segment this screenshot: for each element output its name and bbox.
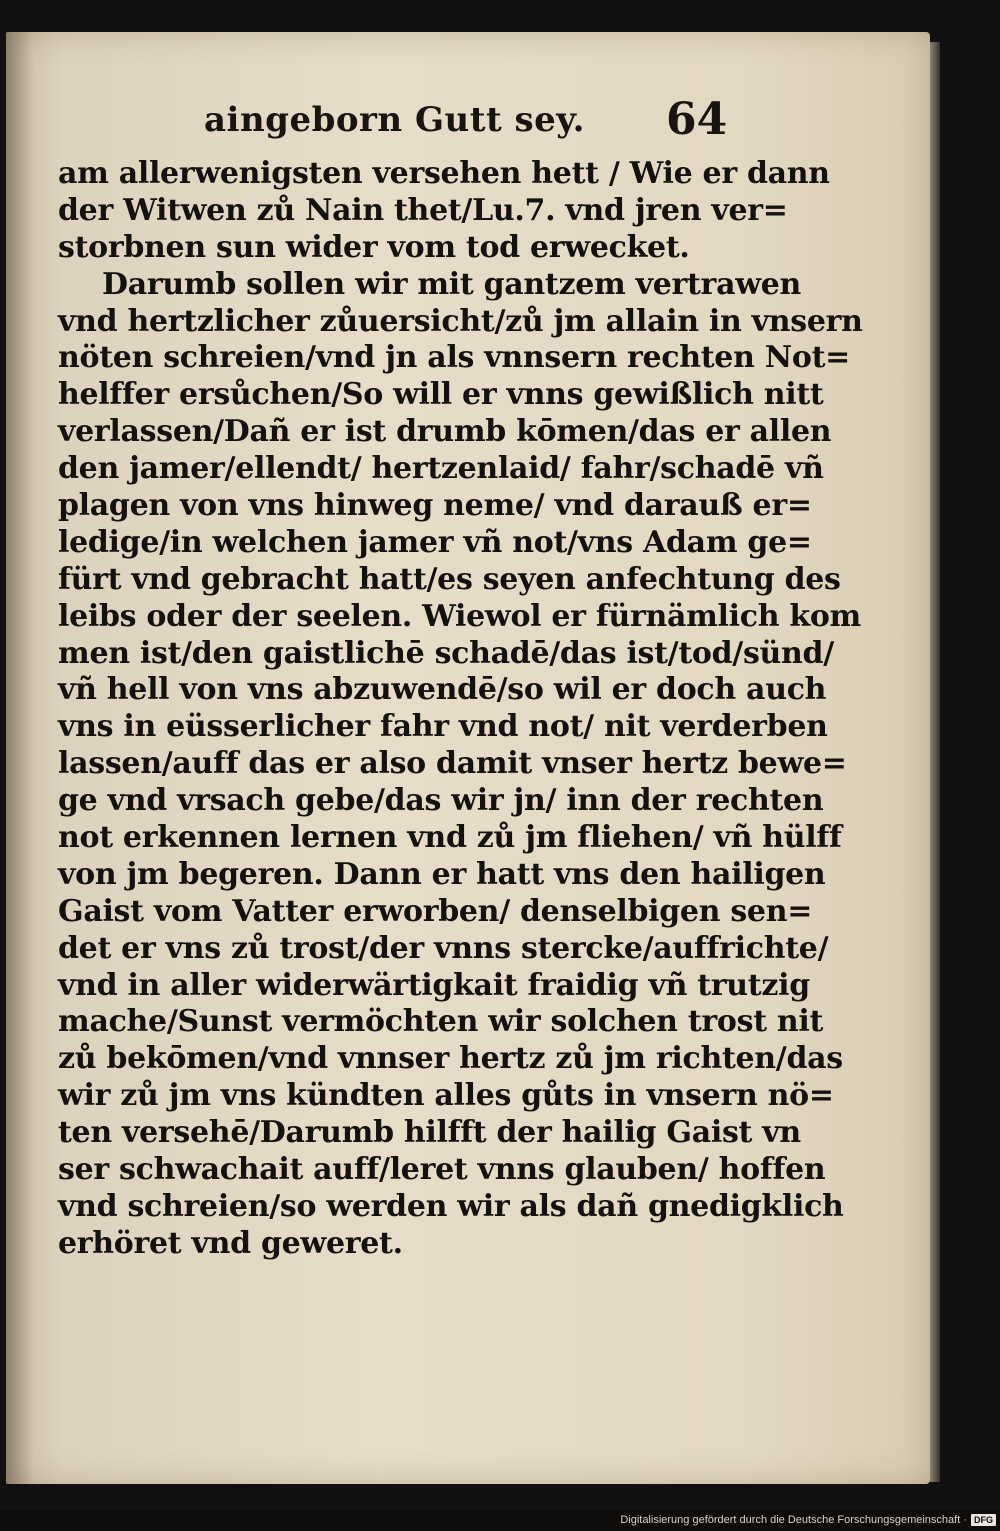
dfg-logo: DFG [971,1514,996,1526]
text-line: Gaist vom Vatter erworben/ denselbigen sen= [58,893,813,929]
text-line: erhöret vnd geweret. [58,1225,403,1261]
text-line: plagen von vns hinweg neme/ vnd darauß er= [58,488,812,524]
text-line: storbnen sun wider vom tod erwecket. [58,229,690,265]
text-line: von jm begeren. Dann er hatt vns den hailigen [58,856,826,892]
text-line: zů bekōmen/vnd vnnser hertz zů jm richten/das [58,1041,843,1077]
book-page [6,32,930,1484]
text-line: vnd in aller widerwärtigkait fraidig vñ trutzig [58,967,810,1003]
text-line: vñ hell von vns abzuwendē/so wil er doch auch [58,672,827,708]
text-line: leibs oder der seelen. Wiewol er fürnämlich kom [58,598,862,634]
text-line: vns in eüsserlicher fahr vnd not/ nit verderben [58,709,828,745]
text-line: am allerwenigsten versehen hett / Wie er dann [58,156,830,191]
text-line: mache/Sunst vermöchten wir solchen trost nit [58,1004,824,1040]
page-edge [930,42,940,1482]
text-line: ge vnd vrsach gebe/das wir jn/ inn der rechten [58,783,824,819]
text-line: den jamer/ellendt/ hertzenlaid/ fahr/schadē vñ [58,451,824,487]
body-text [58,156,863,1263]
text-line: der Witwen zů Nain thet/Lu.7. vnd jren ver= [58,192,788,228]
text-line: nöten schreien/vnd jn als vnnsern rechten Not= [58,340,850,376]
text-line: men ist/den gaistlichē schadē/das ist/tod/sünd/ [58,635,834,671]
text-line: wir zů jm vns kündten alles gůts in vnsern nö= [58,1078,834,1114]
text-line: ser schwachait auff/leret vnns glauben/ hoffen [58,1152,826,1188]
footer-credit [620,1512,996,1528]
text-line: vnd hertzlicher zůuersicht/zů jm allain in vnsern [58,303,863,339]
text-line: det er vns zů trost/der vnns stercke/auffrichte/ [58,930,829,966]
page-header [196,94,756,154]
page-number: 64 [666,94,728,145]
text-line: verlassen/Dañ er ist drumb kōmen/das er allen [58,414,832,450]
text-line: lassen/auff das er also damit vnser hertz bewe= [58,746,847,782]
text-line: Darumb sollen wir mit gantzem vertrawen [102,266,802,302]
text-line: ten versehē/Darumb hilfft der hailig Gaist vn [58,1115,801,1151]
text-line: fürt vnd gebracht hatt/es seyen anfechtung des [58,561,841,597]
text-line: not erkennen lernen vnd zů jm fliehen/ vñ hülff [58,820,842,856]
text-line: helffer ersůchen/So will er vnns gewißlich nitt [58,377,824,413]
text-line: vnd schreien/so werden wir als dañ gnedigklich [58,1188,844,1224]
running-head: aingeborn Gutt sey. [204,100,585,140]
text-line: ledige/in welchen jamer vñ not/vns Adam ge= [58,524,812,560]
funding-credit-text: Digitalisierung gefördert durch die Deutsche Forschungsgemeinschaft · [620,1514,967,1526]
